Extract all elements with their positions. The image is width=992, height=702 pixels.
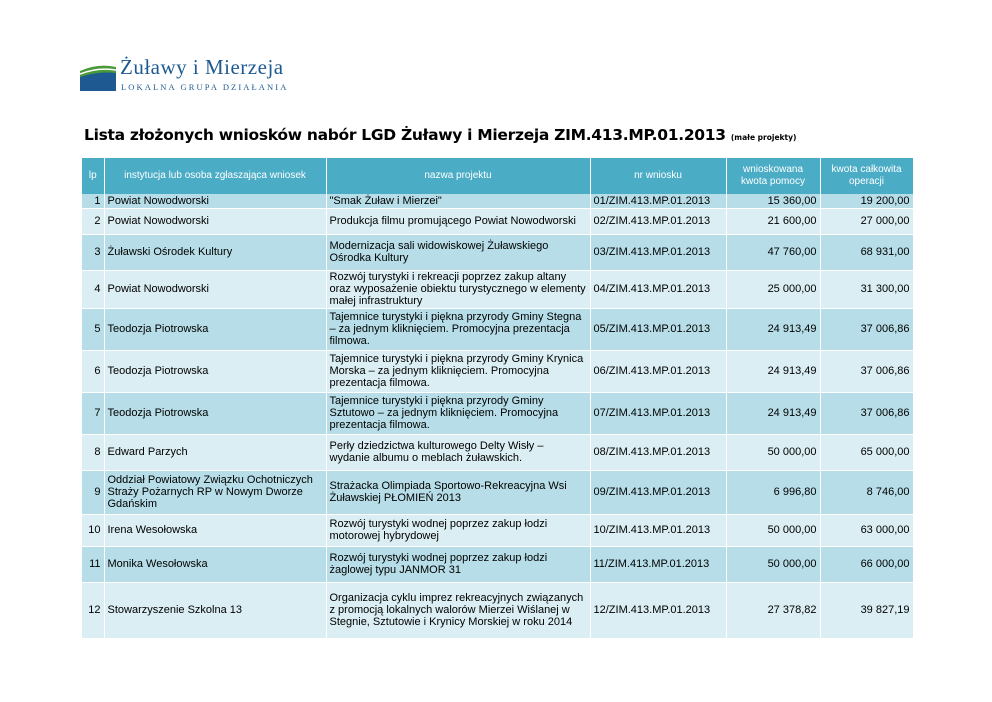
row-application-number: 08/ZIM.413.MP.01.2013 xyxy=(590,434,726,470)
row-project-name: Tajemnice turystyki i piękna przyrody Gminy Sztutowo – za jednym kliknięciem. Promocyjna prezentacja filmowa. xyxy=(326,392,590,434)
page-title xyxy=(84,126,796,144)
row-total-amount: 19 200,00 xyxy=(820,194,913,208)
logo-title: Żuławy i Mierzeja xyxy=(120,55,284,79)
row-institution: Teodozja Piotrowska xyxy=(104,308,326,350)
row-institution: Teodozja Piotrowska xyxy=(104,392,326,434)
row-project-name: Rozwój turystyki wodnej poprzez zakup łodzi żaglowej typu JANMOR 31 xyxy=(326,546,590,582)
row-institution: Żuławski Ośrodek Kultury xyxy=(104,234,326,270)
row-application-number: 10/ZIM.413.MP.01.2013 xyxy=(590,514,726,546)
row-institution: Edward Parzych xyxy=(104,434,326,470)
row-project-name: Tajemnice turystyki i piękna przyrody Gminy Stegna – za jednym kliknięciem. Promocyjna prezentacja filmowa. xyxy=(326,308,590,350)
row-institution: Powiat Nowodworski xyxy=(104,270,326,308)
row-lp: 3 xyxy=(82,234,104,270)
table-header-row xyxy=(82,158,913,194)
table-row xyxy=(82,582,913,638)
row-application-number: 05/ZIM.413.MP.01.2013 xyxy=(590,308,726,350)
row-institution: Powiat Nowodworski xyxy=(104,208,326,234)
row-application-number: 04/ZIM.413.MP.01.2013 xyxy=(590,270,726,308)
row-project-name: Organizacja cyklu imprez rekreacyjnych związanych z promocją lokalnych walorów Mierzei Wiślanej w Stegnie, Sztutowie i Krynicy Morskiej w roku 2014 xyxy=(326,582,590,638)
row-total-amount: 37 006,86 xyxy=(820,392,913,434)
row-institution: Oddział Powiatowy Związku Ochotniczych Straży Pożarnych RP w Nowym Dworze Gdańskim xyxy=(104,470,326,514)
row-project-name: Strażacka Olimpiada Sportowo-Rekreacyjna Wsi Żuławskiej PŁOMIEŃ 2013 xyxy=(326,470,590,514)
lgd-logo xyxy=(80,55,310,100)
row-total-amount: 37 006,86 xyxy=(820,350,913,392)
row-project-name: Produkcja filmu promującego Powiat Nowodworski xyxy=(326,208,590,234)
table-row xyxy=(82,308,913,350)
row-application-number: 01/ZIM.413.MP.01.2013 xyxy=(590,194,726,208)
row-application-number: 09/ZIM.413.MP.01.2013 xyxy=(590,470,726,514)
row-total-amount: 31 300,00 xyxy=(820,270,913,308)
row-requested-amount: 50 000,00 xyxy=(726,434,820,470)
col-header-lp: lp xyxy=(82,158,104,194)
row-application-number: 07/ZIM.413.MP.01.2013 xyxy=(590,392,726,434)
col-header-requested-amount: wnioskowana kwota pomocy xyxy=(726,158,820,194)
table-row xyxy=(82,194,913,208)
row-total-amount: 8 746,00 xyxy=(820,470,913,514)
row-total-amount: 66 000,00 xyxy=(820,546,913,582)
col-header-institution: instytucja lub osoba zgłaszająca wniosek xyxy=(104,158,326,194)
col-header-total-amount: kwota całkowita operacji xyxy=(820,158,913,194)
row-application-number: 11/ZIM.413.MP.01.2013 xyxy=(590,546,726,582)
table-row xyxy=(82,470,913,514)
row-project-name: Perły dziedzictwa kulturowego Delty Wisły – wydanie albumu o meblach żuławskich. xyxy=(326,434,590,470)
row-lp: 8 xyxy=(82,434,104,470)
applications-table xyxy=(82,158,914,639)
row-requested-amount: 50 000,00 xyxy=(726,514,820,546)
row-lp: 12 xyxy=(82,582,104,638)
row-institution: Powiat Nowodworski xyxy=(104,194,326,208)
row-lp: 7 xyxy=(82,392,104,434)
row-lp: 4 xyxy=(82,270,104,308)
row-requested-amount: 27 378,82 xyxy=(726,582,820,638)
row-total-amount: 27 000,00 xyxy=(820,208,913,234)
row-total-amount: 37 006,86 xyxy=(820,308,913,350)
row-total-amount: 39 827,19 xyxy=(820,582,913,638)
col-header-project-name: nazwa projektu xyxy=(326,158,590,194)
row-total-amount: 65 000,00 xyxy=(820,434,913,470)
table-row xyxy=(82,546,913,582)
row-project-name: Rozwój turystyki i rekreacji poprzez zakup altany oraz wyposażenie obiektu turystycznego w elementy małej infrastruktury xyxy=(326,270,590,308)
row-lp: 11 xyxy=(82,546,104,582)
row-lp: 6 xyxy=(82,350,104,392)
row-lp: 9 xyxy=(82,470,104,514)
table-row xyxy=(82,270,913,308)
row-lp: 10 xyxy=(82,514,104,546)
row-requested-amount: 21 600,00 xyxy=(726,208,820,234)
table-row xyxy=(82,350,913,392)
row-requested-amount: 25 000,00 xyxy=(726,270,820,308)
row-total-amount: 68 931,00 xyxy=(820,234,913,270)
row-requested-amount: 15 360,00 xyxy=(726,194,820,208)
row-requested-amount: 50 000,00 xyxy=(726,546,820,582)
row-total-amount: 63 000,00 xyxy=(820,514,913,546)
logo-subtitle: LOKALNA GRUPA DZIAŁANIA xyxy=(121,82,289,92)
table-row xyxy=(82,434,913,470)
row-requested-amount: 24 913,49 xyxy=(726,392,820,434)
row-requested-amount: 6 996,80 xyxy=(726,470,820,514)
row-project-name: "Smak Żuław i Mierzei" xyxy=(326,194,590,208)
row-institution: Irena Wesołowska xyxy=(104,514,326,546)
table-row xyxy=(82,208,913,234)
table-row xyxy=(82,514,913,546)
row-requested-amount: 24 913,49 xyxy=(726,308,820,350)
row-project-name: Rozwój turystyki wodnej poprzez zakup łodzi motorowej hybrydowej xyxy=(326,514,590,546)
row-lp: 2 xyxy=(82,208,104,234)
row-institution: Teodozja Piotrowska xyxy=(104,350,326,392)
page-title-text: Lista złożonych wniosków nabór LGD Żuławy i Mierzeja ZIM.413.MP.01.2013 xyxy=(84,126,726,144)
row-project-name: Tajemnice turystyki i piękna przyrody Gminy Krynica Morska – za jednym kliknięciem. Promocyjna prezentacja filmowa. xyxy=(326,350,590,392)
landscape-logo-icon xyxy=(80,57,116,91)
table-row xyxy=(82,392,913,434)
row-application-number: 03/ZIM.413.MP.01.2013 xyxy=(590,234,726,270)
row-application-number: 06/ZIM.413.MP.01.2013 xyxy=(590,350,726,392)
row-institution: Monika Wesołowska xyxy=(104,546,326,582)
row-institution: Stowarzyszenie Szkolna 13 xyxy=(104,582,326,638)
row-requested-amount: 24 913,49 xyxy=(726,350,820,392)
col-header-application-number: nr wniosku xyxy=(590,158,726,194)
row-application-number: 12/ZIM.413.MP.01.2013 xyxy=(590,582,726,638)
page-title-note: (małe projekty) xyxy=(730,133,797,142)
table-row xyxy=(82,234,913,270)
row-lp: 5 xyxy=(82,308,104,350)
row-lp: 1 xyxy=(82,194,104,208)
row-application-number: 02/ZIM.413.MP.01.2013 xyxy=(590,208,726,234)
row-requested-amount: 47 760,00 xyxy=(726,234,820,270)
row-project-name: Modernizacja sali widowiskowej Żuławskiego Ośrodka Kultury xyxy=(326,234,590,270)
